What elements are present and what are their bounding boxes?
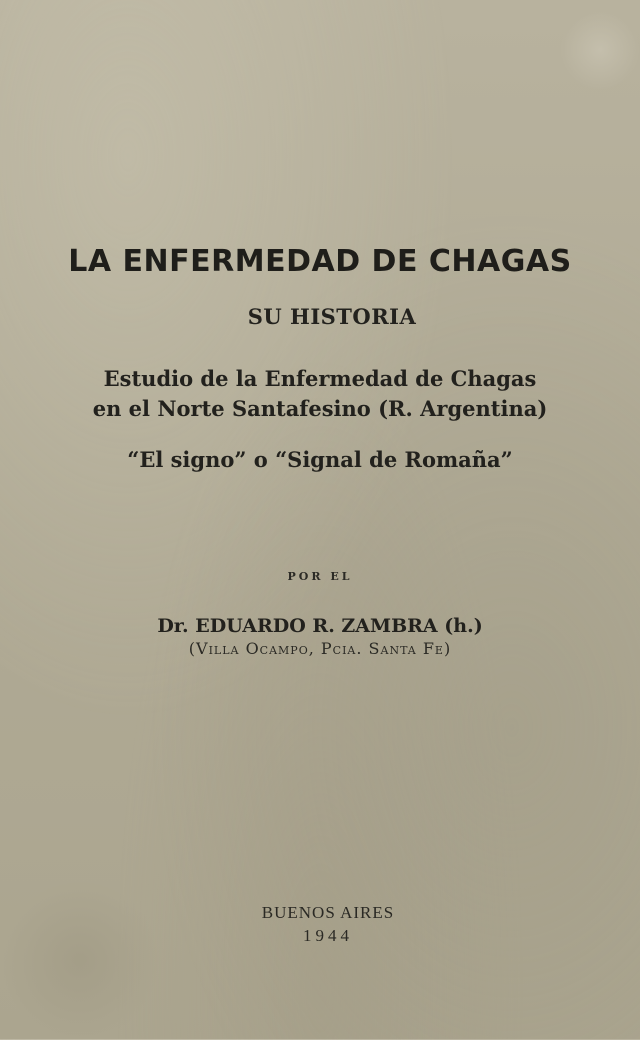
author-location: (Villa Ocampo, Pcia. Santa Fe) — [188, 639, 452, 658]
book-subtitle: SU HISTORIA — [247, 304, 417, 329]
study-description-line-1: Estudio de la Enfermedad de Chagas — [103, 366, 537, 391]
paper-stain-top-right — [560, 10, 640, 90]
publication-city: BUENOS AIRES — [261, 903, 395, 922]
study-description-line-2: en el Norte Santafesino (R. Argentina) — [92, 396, 548, 421]
topic-quote: “El signo” o “Signal de Romaña” — [127, 447, 513, 472]
book-title: LA ENFERMEDAD DE CHAGAS — [68, 244, 572, 279]
publication-year: 1944 — [303, 926, 353, 945]
by-label: POR EL — [287, 570, 353, 583]
author-name: Dr. EDUARDO R. ZAMBRA (h.) — [157, 615, 483, 637]
